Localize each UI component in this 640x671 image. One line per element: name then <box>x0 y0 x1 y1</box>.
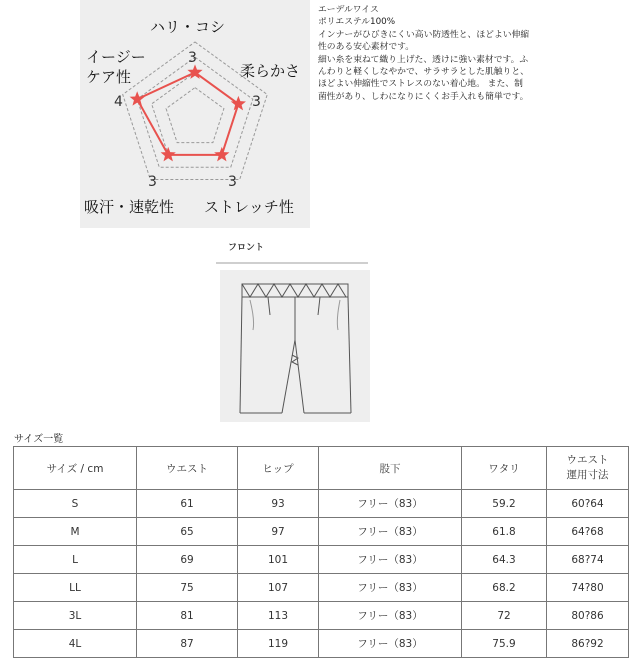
cell-waist-range: 80?86 <box>547 602 629 630</box>
header-waist: ウエスト <box>137 447 238 490</box>
table-row <box>14 630 629 658</box>
cell-waist: 81 <box>137 602 238 630</box>
cell-size: M <box>14 518 137 546</box>
fabric-radar-chart <box>80 0 310 228</box>
cell-waist-range: 60?64 <box>547 490 629 518</box>
header-waist-range <box>547 447 629 490</box>
radar-point-star-left-icon <box>130 91 145 105</box>
cell-thigh: 72 <box>462 602 547 630</box>
table-header-row <box>14 447 629 490</box>
radar-value-right: 3 <box>252 94 261 110</box>
desc-line: インナーがひびきにくい高い防透性と、ほどよい伸縮 <box>318 29 530 40</box>
cell-waist: 69 <box>137 546 238 574</box>
table-row <box>14 518 629 546</box>
front-divider <box>216 262 368 264</box>
desc-line: エーデルワイス <box>318 5 379 15</box>
header-size: サイズ / cm <box>14 447 137 490</box>
cell-waist: 61 <box>137 490 238 518</box>
fabric-description <box>318 4 554 103</box>
table-row <box>14 490 629 518</box>
radar-point-star-bottom-right-icon <box>214 147 229 161</box>
radar-point-star-right-icon <box>231 96 246 110</box>
header-inseam: 股下 <box>319 447 462 490</box>
radar-value-left: 4 <box>114 94 123 110</box>
cell-waist-range: 86?92 <box>547 630 629 658</box>
desc-line: 菌性があり、しわになりにくくお手入れも簡単です。 <box>318 91 529 102</box>
front-view-title: フロント <box>228 243 265 253</box>
cell-waist: 65 <box>137 518 238 546</box>
table-row <box>14 546 629 574</box>
header-waist-range-line1: ウエスト <box>566 454 609 466</box>
cell-hip: 101 <box>238 546 319 574</box>
cell-size: LL <box>14 574 137 602</box>
cell-inseam: フリー（83） <box>319 490 462 518</box>
cell-inseam: フリー（83） <box>319 518 462 546</box>
radar-label-bottom-right: ストレッチ性 <box>204 198 294 216</box>
desc-line: んわりと軽くしなやかで、サラサラとした肌触りと、 <box>318 67 529 78</box>
cell-hip: 97 <box>238 518 319 546</box>
cell-waist-range: 74?80 <box>547 574 629 602</box>
cell-hip: 119 <box>238 630 319 658</box>
desc-line: 細い糸を束ねて織り上げた、透けに強い素材です。ふ <box>318 54 529 65</box>
pants-icon <box>220 270 370 422</box>
cell-thigh: 61.8 <box>462 518 547 546</box>
cell-size: 3L <box>14 602 137 630</box>
header-thigh: ワタリ <box>462 447 547 490</box>
table-row <box>14 574 629 602</box>
desc-line: 性のある安心素材です。 <box>318 42 415 53</box>
cell-size: S <box>14 490 137 518</box>
pants-front-illustration <box>220 270 370 422</box>
size-chart-table <box>13 446 629 658</box>
cell-hip: 93 <box>238 490 319 518</box>
cell-size: L <box>14 546 137 574</box>
cell-waist: 75 <box>137 574 238 602</box>
cell-hip: 107 <box>238 574 319 602</box>
cell-thigh: 59.2 <box>462 490 547 518</box>
radar-label-top: ハリ・コシ <box>150 18 226 36</box>
radar-point-star-bottom-left-icon <box>161 147 176 161</box>
cell-waist-range: 64?68 <box>547 518 629 546</box>
table-row <box>14 602 629 630</box>
cell-inseam: フリー（83） <box>319 630 462 658</box>
radar-grid-ring <box>166 88 224 143</box>
desc-line: ポリエステル100% <box>318 17 396 28</box>
radar-value-bottom-left: 3 <box>148 174 157 190</box>
radar-label-left-1: イージー <box>86 48 146 66</box>
cell-waist: 87 <box>137 630 238 658</box>
radar-label-bottom-left: 吸汗・速乾性 <box>84 198 175 216</box>
cell-inseam: フリー（83） <box>319 546 462 574</box>
cell-inseam: フリー（83） <box>319 602 462 630</box>
cell-hip: 113 <box>238 602 319 630</box>
cell-inseam: フリー（83） <box>319 574 462 602</box>
cell-thigh: 64.3 <box>462 546 547 574</box>
header-waist-range-line2: 運用寸法 <box>566 469 609 481</box>
desc-line: ほどよい伸縮性でストレスのない着心地。 また、制 <box>318 79 523 90</box>
cell-size: 4L <box>14 630 137 658</box>
size-chart-title: サイズ一覧 <box>14 434 64 445</box>
cell-thigh: 68.2 <box>462 574 547 602</box>
header-hip: ヒップ <box>238 447 319 490</box>
radar-value-top: 3 <box>188 50 197 66</box>
radar-label-right: 柔らかさ <box>240 62 301 80</box>
radar-value-bottom-right: 3 <box>228 174 237 190</box>
radar-label-left-2: ケア性 <box>86 68 132 86</box>
cell-thigh: 75.9 <box>462 630 547 658</box>
cell-waist-range: 68?74 <box>547 546 629 574</box>
